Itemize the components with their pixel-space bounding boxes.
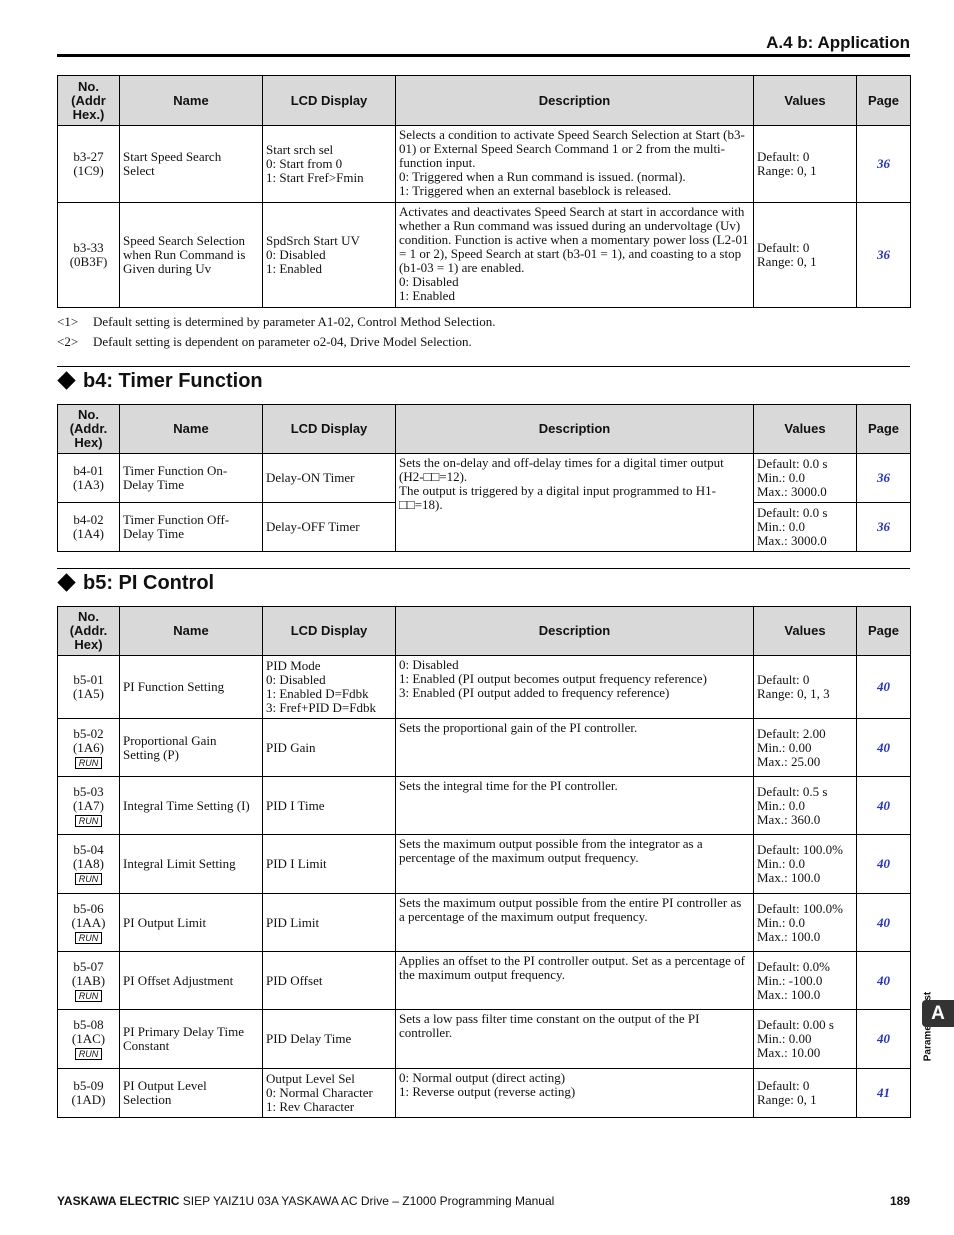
param-no-cell [58,894,120,952]
param-no-cell [58,1069,120,1118]
page-link[interactable]: 40 [857,719,911,777]
param-no: b5-08 (1AC) [71,1017,106,1046]
param-no: b3-33 (0B3F) [58,203,120,308]
param-values: Default: 100.0% Min.: 0.0 Max.: 100.0 [754,894,857,952]
page-link[interactable]: 36 [857,454,911,503]
footer-brand: YASKAWA ELECTRIC [57,1194,180,1208]
footnote-text: Default setting is dependent on parameter o2-04, Drive Model Selection. [93,334,472,349]
page-link[interactable]: 36 [857,503,911,552]
param-values: Default: 2.00 Min.: 0.00 Max.: 25.00 [754,719,857,777]
table-row [58,719,911,777]
param-name: PI Offset Adjustment [120,952,263,1010]
param-name: PI Output Level Selection [120,1069,263,1118]
run-badge: RUN [75,932,103,944]
table-row [58,835,911,894]
param-desc: 0: Disabled 1: Enabled (PI output becomes output frequency reference) 3: Enabled (PI output added to frequency reference) [396,656,754,719]
section-rule [57,366,910,367]
table-row [58,1069,911,1118]
table-b3 [57,75,911,308]
param-desc: Sets the maximum output possible from the entire PI controller as a percentage of the maximum output frequency. [396,894,754,952]
param-values: Default: 0 Range: 0, 1, 3 [754,656,857,719]
param-desc: 0: Normal output (direct acting) 1: Reverse output (reverse acting) [396,1069,754,1118]
col-no: No. (Addr. Hex) [58,405,120,454]
param-name: Proportional Gain Setting (P) [120,719,263,777]
run-badge: RUN [75,757,103,769]
param-lcd: PID Limit [263,894,396,952]
section-title-text: b5: PI Control [83,572,215,594]
page-link[interactable]: 40 [857,656,911,719]
param-lcd: SpdSrch Start UV 0: Disabled 1: Enabled [263,203,396,308]
param-lcd: Start srch sel 0: Start from 0 1: Start Fref>Fmin [263,126,396,203]
param-name: Integral Time Setting (I) [120,777,263,835]
param-lcd: PID I Limit [263,835,396,894]
param-desc: Sets the proportional gain of the PI controller. [396,719,754,777]
param-no-cell [58,719,120,777]
param-no-cell [58,1010,120,1069]
section-header-title: A.4 b: Application [766,33,910,52]
param-no-cell [58,835,120,894]
run-badge: RUN [75,990,103,1002]
param-desc: Sets the maximum output possible from the integrator as a percentage of the maximum output frequency. [396,835,754,894]
col-name: Name [120,607,263,656]
param-desc: Sets a low pass filter time constant on the output of the PI controller. [396,1010,754,1069]
col-page: Page [857,76,911,126]
footnote-tag: <1> [57,314,79,329]
page-link[interactable]: 40 [857,777,911,835]
param-lcd: PID I Time [263,777,396,835]
run-badge: RUN [75,1048,103,1060]
col-values: Values [754,405,857,454]
param-lcd: Delay-ON Timer [263,454,396,503]
side-tab-appendix[interactable]: A [922,1000,954,1027]
col-lcd: LCD Display [263,607,396,656]
param-no: b4-02 (1A4) [58,503,120,552]
param-lcd: Delay-OFF Timer [263,503,396,552]
col-no: No. (Addr Hex.) [58,76,120,126]
section-title-b5 [57,572,214,595]
table-row [58,894,911,952]
page-link[interactable]: 40 [857,835,911,894]
table-b4 [57,404,911,552]
param-lcd: PID Mode 0: Disabled 1: Enabled D=Fdbk 3: Fref+PID D=Fdbk [263,656,396,719]
side-label [921,985,935,1075]
param-values: Default: 0.5 s Min.: 0.0 Max.: 360.0 [754,777,857,835]
col-page: Page [857,405,911,454]
param-no-cell [58,777,120,835]
col-desc: Description [396,76,754,126]
param-no: b5-04 (1A8) [72,842,105,871]
run-badge: RUN [75,873,103,885]
page-number: 189 [889,1194,910,1208]
footer-text: SIEP YAIZ1U 03A YASKAWA AC Drive – Z1000 Programming Manual [179,1194,555,1208]
param-lcd: Output Level Sel 0: Normal Character 1: Rev Character [263,1069,396,1118]
col-lcd: LCD Display [263,76,396,126]
param-values: Default: 0 Range: 0, 1 [754,203,857,308]
col-lcd: LCD Display [263,405,396,454]
param-values: Default: 0.00 s Min.: 0.00 Max.: 10.00 [754,1010,857,1069]
table-row [58,952,911,1010]
param-name: Timer Function On- Delay Time [120,454,263,503]
param-values: Default: 0 Range: 0, 1 [754,126,857,203]
param-name: Timer Function Off- Delay Time [120,503,263,552]
col-values: Values [754,76,857,126]
param-no: b3-27 (1C9) [58,126,120,203]
table-b5 [57,606,911,1118]
col-page: Page [857,607,911,656]
diamond-icon [57,574,75,592]
col-name: Name [120,405,263,454]
footnote-text: Default setting is determined by parameter A1-02, Control Method Selection. [93,314,496,329]
page-link[interactable]: 36 [857,126,911,203]
col-desc: Description [396,405,754,454]
col-desc: Description [396,607,754,656]
header-rule [57,54,910,57]
col-values: Values [754,607,857,656]
param-no: b4-01 (1A3) [58,454,120,503]
page-link[interactable]: 36 [857,203,911,308]
param-lcd: PID Delay Time [263,1010,396,1069]
param-name: PI Function Setting [120,656,263,719]
param-values: Default: 0.0 s Min.: 0.0 Max.: 3000.0 [754,454,857,503]
page-link[interactable]: 40 [857,1010,911,1069]
table-row [58,203,911,308]
table-row [58,777,911,835]
param-name: PI Primary Delay Time Constant [120,1010,263,1069]
table-row [58,1010,911,1069]
param-desc: Activates and deactivates Speed Search at start in accordance with whether a Run command was issued during an undervoltage (Uv) condition. Function is active when a momentary power loss (L2-01 = 1 or 2), Speed Search at start (b3-01 = 1), and coasting to a stop (b1-03 = 1) are enabled. 0: Disabled 1: Enabled [396,203,754,308]
col-name: Name [120,76,263,126]
param-no: b5-06 (1AA) [71,900,106,930]
page-link[interactable]: 40 [857,952,911,1010]
param-values: Default: 0.0 s Min.: 0.0 Max.: 3000.0 [754,503,857,552]
param-no: b5-09 (1AD) [71,1078,106,1107]
table-row [58,454,911,503]
table-row [58,126,911,203]
param-desc: Selects a condition to activate Speed Search Selection at Start (b3-01) or External Speed Search Command 1 or 2 from the multi-function input. 0: Triggered when a Run command is issued. (normal). 1: Triggered when an external baseblock is released. [396,126,754,203]
footnote-2 [57,334,472,350]
footer [57,1194,554,1208]
param-name: Integral Limit Setting [120,835,263,894]
col-no: No. (Addr. Hex) [58,607,120,656]
section-title-b4 [57,370,263,393]
param-lcd: PID Offset [263,952,396,1010]
diamond-icon [57,372,75,390]
param-values: Default: 0.0% Min.: -100.0 Max.: 100.0 [754,952,857,1010]
table-row [58,656,911,719]
page-link[interactable]: 40 [857,894,911,952]
param-no-cell [58,952,120,1010]
param-desc: Sets the on-delay and off-delay times for a digital timer output (H2-□□=12). The output is triggered by a digital input programmed to H1-□□=18). [396,454,754,552]
param-desc: Sets the integral time for the PI controller. [396,777,754,835]
section-title-text: b4: Timer Function [83,370,263,392]
param-no-cell [58,656,120,719]
section-rule [57,568,910,569]
param-no: b5-01 (1A5) [72,672,105,701]
param-values: Default: 0 Range: 0, 1 [754,1069,857,1118]
footnote-1 [57,314,496,330]
param-lcd: PID Gain [263,719,396,777]
param-name: Speed Search Selection when Run Command is Given during Uv [120,203,263,308]
param-name: PI Output Limit [120,894,263,952]
page-link[interactable]: 41 [857,1069,911,1118]
param-no: b5-07 (1AB) [71,958,106,988]
param-no: b5-03 (1A7) [72,783,105,813]
run-badge: RUN [75,815,103,827]
param-name: Start Speed Search Select [120,126,263,203]
param-desc: Applies an offset to the PI controller output. Set as a percentage of the maximum output frequency. [396,952,754,1010]
param-no: b5-02 (1A6) [72,725,105,755]
footnote-tag: <2> [57,334,79,349]
param-values: Default: 100.0% Min.: 0.0 Max.: 100.0 [754,835,857,894]
